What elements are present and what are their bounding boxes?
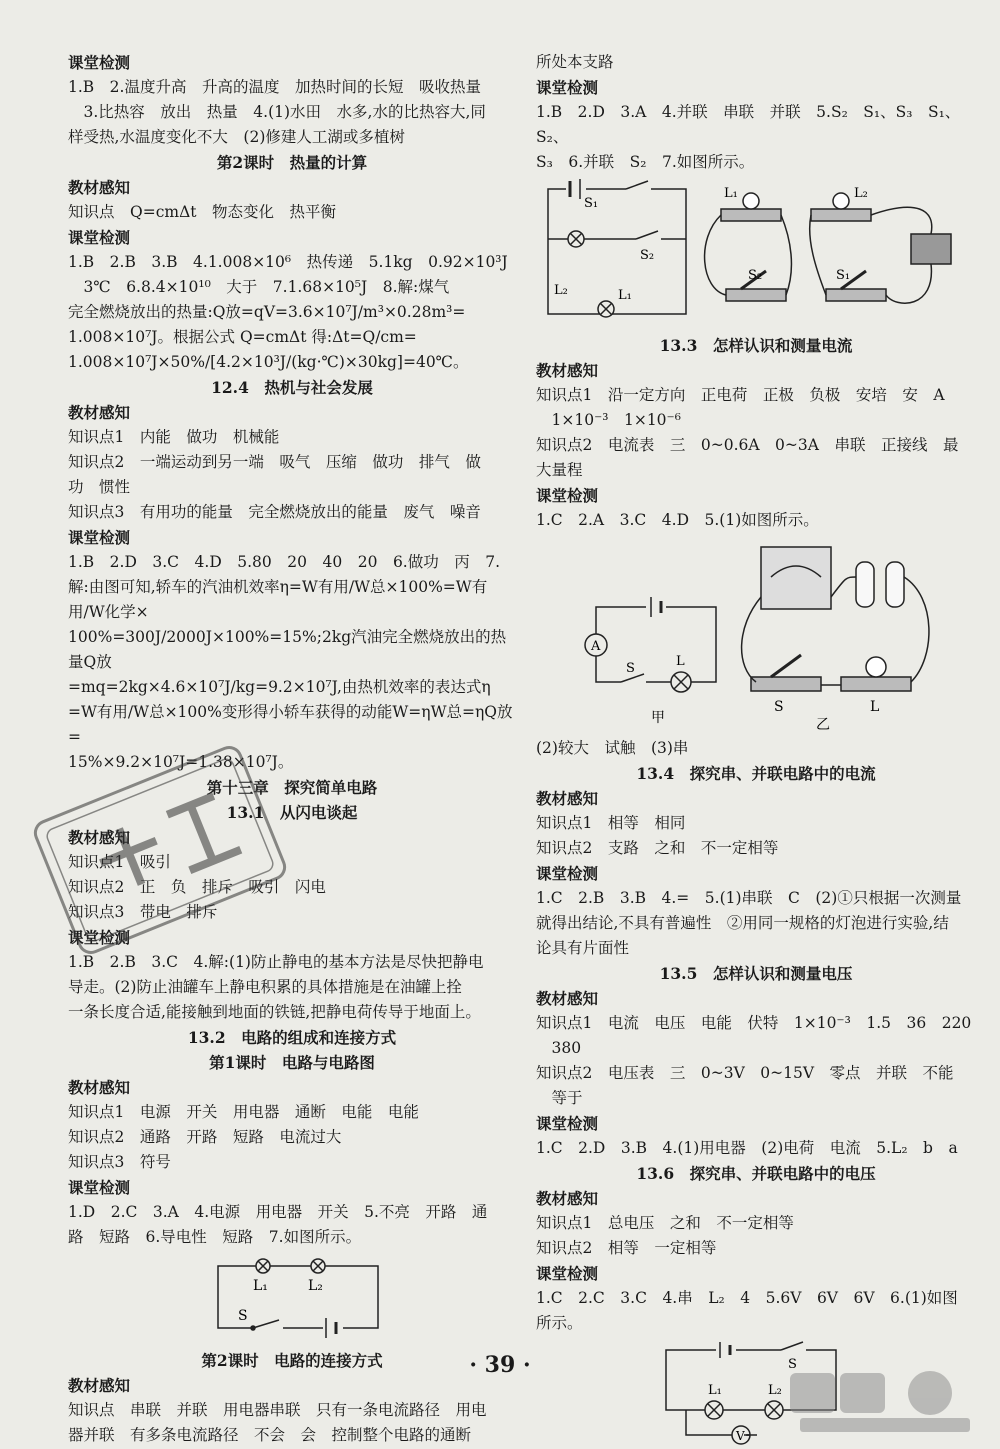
text-line: 解:由图可知,轿车的汽油机效率η=W有用/W总×100%=W有用/W化学× xyxy=(68,578,488,621)
label-V: V xyxy=(736,1429,745,1443)
section-title: 13.6 探究串、并联电路中的电压 xyxy=(636,1164,876,1183)
subsection-heading: 课堂检测 xyxy=(68,53,131,72)
section-title: 13.5 怎样认识和测量电压 xyxy=(659,964,853,983)
subsection-heading: 教材感知 xyxy=(68,178,131,197)
text-line: 知识点3 有用功的能量 完全燃烧放出的能量 废气 噪音 xyxy=(68,503,481,521)
text-line: 功 惯性 xyxy=(68,478,131,496)
text-line: 1.008×10⁷J×50%/[4.2×10³J/(kg·℃)×30kg]=40℃。 xyxy=(68,353,469,371)
label-S-real: S xyxy=(774,699,784,715)
label-L1-real: L₁ xyxy=(724,186,738,201)
text-line: 论具有片面性 xyxy=(536,939,630,957)
section-title: 13.4 探究串、并联电路中的电流 xyxy=(636,764,876,783)
subsection-heading: 教材感知 xyxy=(536,989,599,1008)
text-line: 样受热,水温度变化不大 (2)修建人工湖或多植树 xyxy=(68,128,405,146)
text-line: 15%×9.2×10⁷J=1.38×10⁷J。 xyxy=(68,753,294,771)
label-S: S xyxy=(238,1308,248,1324)
text-line: 1.008×10⁷J。根据公式 Q=cmΔt 得:Δt=Q/cm= xyxy=(68,328,417,346)
label-S1-real: S₁ xyxy=(836,268,851,283)
circuit-figure-ammeter xyxy=(536,537,976,732)
subsection-heading: 教材感知 xyxy=(536,789,599,808)
text-line: 1.C 2.C 3.C 4.串 L₂ 4 5.6V 6V 6V 6.(1)如图 xyxy=(536,1289,958,1307)
label-L2: L₂ xyxy=(554,283,568,298)
subsection-heading: 教材感知 xyxy=(536,1189,599,1208)
subsection-heading: 课堂检测 xyxy=(536,864,599,883)
section-title: 第十三章 探究简单电路 xyxy=(206,778,378,797)
text-line: 100%=300J/2000J×100%=15%;2kg汽油完全燃烧放出的热量Q放 xyxy=(68,628,507,671)
subsection-heading: 课堂检测 xyxy=(68,1178,131,1197)
fig3 xyxy=(536,537,976,732)
text-line: 1.B 2.B 3.C 4.解:(1)防止静电的基本方法是尽快把静电 xyxy=(68,953,484,971)
section-title: 第2课时 电路的连接方式 xyxy=(201,1351,383,1370)
text-line: 3.比热容 放出 热量 4.(1)水田 水多,水的比热容大,同 xyxy=(68,103,486,121)
text-line: 知识点2 电流表 三 0~0.6A 0~3A 串联 正接线 最 xyxy=(536,436,959,454)
label-S1: S₁ xyxy=(584,196,599,211)
label-L2: L₂ xyxy=(308,1278,323,1294)
stamp-seal-icon xyxy=(30,740,290,960)
section-title: 第2课时 热量的计算 xyxy=(216,153,368,172)
text-line: 知识点2 支路 之和 不一定相等 xyxy=(536,839,779,857)
subsection-heading: 教材感知 xyxy=(68,828,131,847)
text-line: 所处本支路 xyxy=(536,53,614,71)
subsection-heading: 课堂检测 xyxy=(536,1114,599,1133)
text-line: 知识点1 电源 开关 用电器 通断 电能 电能 xyxy=(68,1103,419,1121)
label-L2: L₂ xyxy=(768,1383,782,1398)
text-line: 3℃ 6.8.4×10¹⁰ 大于 7.1.68×10⁵J 8.解:煤气 xyxy=(68,278,450,296)
text-line: 1×10⁻³ 1×10⁻⁶ xyxy=(536,411,681,429)
right-column xyxy=(536,50,976,1449)
section-title: 13.3 怎样认识和测量电流 xyxy=(659,336,853,355)
subsection-heading: 课堂检测 xyxy=(536,78,599,97)
text-line: 知识点1 相等 相同 xyxy=(536,814,686,832)
text-line: 知识点2 一端运动到另一端 吸气 压缩 做功 排气 做 xyxy=(68,453,481,471)
label-L1: L₁ xyxy=(708,1383,722,1398)
section-title: 12.4 热机与社会发展 xyxy=(211,378,373,397)
label-L1: L₁ xyxy=(253,1278,268,1294)
text-line: 1.B 2.温度升高 升高的温度 加热时间的长短 吸收热量 xyxy=(68,78,481,96)
text-line: 知识点1 电流 电压 电能 伏特 1×10⁻³ 1.5 36 220 xyxy=(536,1014,972,1032)
text-line: 导走。(2)防止油罐车上静电积累的具体措施是在油罐上拴 xyxy=(68,978,462,996)
text-line: S₃ 6.并联 S₂ 7.如图所示。 xyxy=(536,153,755,171)
circuit-figure-parallel xyxy=(536,179,976,329)
label-S2: S₂ xyxy=(640,248,655,263)
text-line: 知识点2 电压表 三 0~3V 0~15V 零点 并联 不能 xyxy=(536,1064,954,1082)
text-line: 1.B 2.D 3.C 4.D 5.80 20 40 20 6.做功 丙 7. xyxy=(68,553,501,571)
text-line: 完全燃烧放出的热量:Q放=qV=3.6×10⁷J/m³×0.28m³= xyxy=(68,303,466,321)
label-L-real: L xyxy=(870,699,880,715)
text-line: 知识点2 相等 一定相等 xyxy=(536,1239,717,1257)
text-line: 知识点3 符号 xyxy=(68,1153,171,1171)
text-line: 知识点 串联 并联 用电器串联 只有一条电流路径 用电 xyxy=(68,1401,487,1419)
site-watermark-logo xyxy=(780,1368,980,1438)
text-line: 知识点 Q=cmΔt 物态变化 热平衡 xyxy=(68,203,336,221)
text-line: 大量程 xyxy=(536,461,583,479)
text-line: 等于 xyxy=(536,1089,583,1107)
subsection-heading: 教材感知 xyxy=(68,403,131,422)
label-S: S xyxy=(626,661,635,676)
label-S: S xyxy=(788,1357,797,1372)
text-line: 知识点2 通路 开路 短路 电流过大 xyxy=(68,1128,342,1146)
text-line: 知识点1 沿一定方向 正电荷 正极 负极 安培 安 A xyxy=(536,386,945,404)
text-line: =mq=2kg×4.6×10⁷J/kg=9.2×10⁷J,由热机效率的表达式η xyxy=(68,678,491,696)
page-number: · 39 · xyxy=(469,1352,531,1378)
section-title: 13.2 电路的组成和连接方式 xyxy=(187,1028,397,1047)
text-line: =W有用/W总×100%变形得小轿车获得的动能W=ηW总=ηQ放= xyxy=(68,703,513,746)
label-L1: L₁ xyxy=(618,288,632,303)
text-line: 所示。 xyxy=(536,1314,583,1332)
subsection-heading: 教材感知 xyxy=(536,361,599,380)
section-title: 13.1 从闪电谈起 xyxy=(226,803,358,822)
label-jia: 甲 xyxy=(651,710,665,726)
text-line: 就得出结论,不具有普遍性 ②用同一规格的灯泡进行实验,结 xyxy=(536,914,949,932)
label-A: A xyxy=(591,639,601,654)
subsection-heading: 课堂检测 xyxy=(536,486,599,505)
text-line: 1.D 2.C 3.A 4.电源 用电器 开关 5.不亮 开路 通 xyxy=(68,1203,488,1221)
subsection-heading: 课堂检测 xyxy=(536,1264,599,1283)
text-line: 1.C 2.D 3.B 4.(1)用电器 (2)电荷 电流 5.L₂ b a xyxy=(536,1139,958,1157)
label-L2-real: L₂ xyxy=(854,186,868,201)
text-line: 知识点1 吸引 xyxy=(68,853,171,871)
section-title: 第1课时 电路与电路图 xyxy=(209,1053,375,1072)
text-line: 知识点3 带电 排斥 xyxy=(68,903,218,921)
text-line: 1.B 2.D 3.A 4.并联 串联 并联 5.S₂ S₁、S₃ S₁、S₂、 xyxy=(536,103,961,146)
text-line: 1.C 2.A 3.C 4.D 5.(1)如图所示。 xyxy=(536,511,819,529)
subsection-heading: 课堂检测 xyxy=(68,528,131,547)
text-line: 一条长度合适,能接触到地面的铁链,把静电荷传导于地面上。 xyxy=(68,1003,481,1021)
text-line: 路 短路 6.导电性 短路 7.如图所示。 xyxy=(68,1228,362,1246)
text-line: 380 xyxy=(536,1039,582,1057)
subsection-heading: 课堂检测 xyxy=(68,228,131,247)
subsection-heading: 教材感知 xyxy=(68,1078,131,1097)
subsection-heading: 教材感知 xyxy=(68,1376,131,1395)
text-line: 知识点2 正 负 排斥 吸引 闪电 xyxy=(68,878,326,896)
label-S2-real: S₂ xyxy=(748,268,763,283)
fig2 xyxy=(536,179,976,329)
text-line: 器并联 有多条电流路径 不会 会 控制整个电路的通断 xyxy=(68,1426,472,1444)
text-line: (2)较大 试触 (3)串 xyxy=(536,739,689,757)
text-line: 知识点1 总电压 之和 不一定相等 xyxy=(536,1214,794,1232)
text-line: 1.C 2.B 3.B 4.= 5.(1)串联 C (2)①只根据一次测量 xyxy=(536,889,962,907)
label-L: L xyxy=(676,654,685,669)
text-line: 1.B 2.B 3.B 4.1.008×10⁶ 热传递 5.1kg 0.92×10³J xyxy=(68,253,508,271)
subsection-heading: 课堂检测 xyxy=(68,928,131,947)
label-yi: 乙 xyxy=(816,717,830,732)
text-line: 知识点1 内能 做功 机械能 xyxy=(68,428,280,446)
fig1 xyxy=(68,1254,516,1344)
circuit-figure-series xyxy=(68,1254,516,1344)
